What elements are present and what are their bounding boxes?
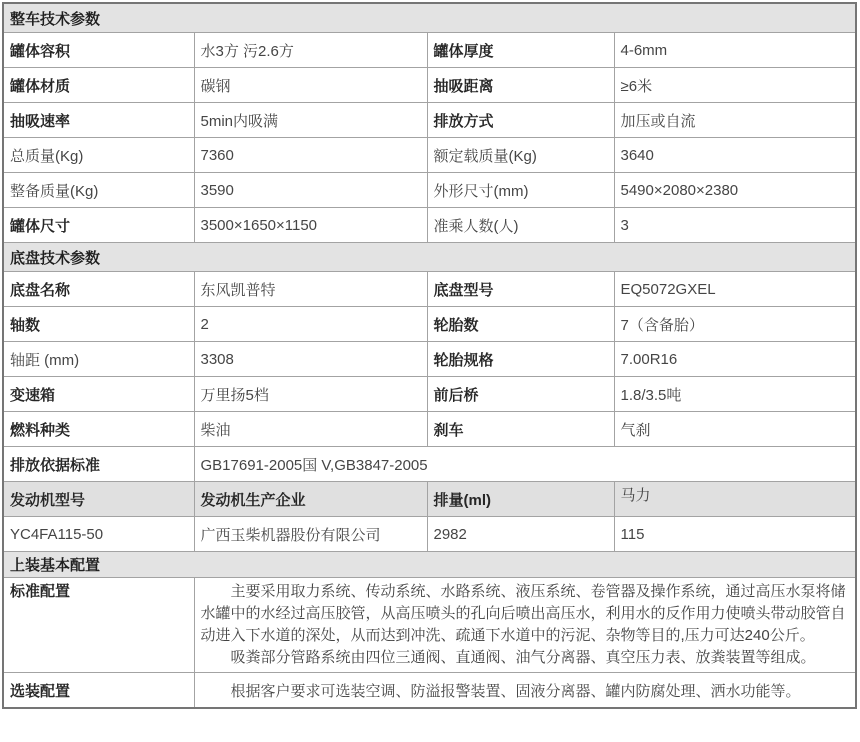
table-row [3,173,856,208]
spec-value: 7（含备胎） [614,307,856,342]
spec-value: 3500×1650×1150 [194,208,427,243]
section-header-chassis-params: 底盘技术参数 [3,243,856,272]
spec-value: 7.00R16 [614,342,856,377]
section-header-body-config: 上装基本配置 [3,552,856,578]
optional-config-text: 根据客户要求可选装空调、防溢报警装置、固液分离器、罐内防腐处理、洒水功能等。 [194,673,856,709]
spec-value: 广西玉柴机器股份有限公司 [194,517,427,552]
spec-label: 罐体厚度 [427,33,614,68]
table-row [3,377,856,412]
spec-value: 5min内吸满 [194,103,427,138]
engine-data-row [3,517,856,552]
engine-col-header: 发动机型号 [3,482,194,517]
spec-value: 柴油 [194,412,427,447]
spec-label: 标准配置 [3,578,194,673]
spec-label: 排放方式 [427,103,614,138]
spec-label: 轮胎规格 [427,342,614,377]
table-row [3,33,856,68]
table-row [3,342,856,377]
spec-value: 2982 [427,517,614,552]
spec-label: 前后桥 [427,377,614,412]
spec-value: 碳钢 [194,68,427,103]
spec-value: EQ5072GXEL [614,272,856,307]
table-row [3,208,856,243]
table-row [3,138,856,173]
spec-label: 外形尺寸(mm) [427,173,614,208]
spec-label: 抽吸速率 [3,103,194,138]
spec-label: 刹车 [427,412,614,447]
section-header-vehicle-params: 整车技术参数 [3,3,856,33]
spec-label: 罐体尺寸 [3,208,194,243]
engine-col-header: 马力 [614,482,856,517]
spec-value: 万里扬5档 [194,377,427,412]
spec-label: 轮胎数 [427,307,614,342]
spec-value: 4-6mm [614,33,856,68]
spec-value: YC4FA115-50 [3,517,194,552]
standard-config-row [3,578,856,673]
engine-col-header: 发动机生产企业 [194,482,427,517]
optional-config-row [3,673,856,709]
table-row [3,447,856,482]
standard-config-text [194,578,856,673]
spec-value: 3 [614,208,856,243]
spec-label: 排放依据标准 [3,447,194,482]
spec-label: 底盘型号 [427,272,614,307]
table-row [3,272,856,307]
vehicle-spec-table [2,2,857,709]
spec-label: 额定载质量(Kg) [427,138,614,173]
spec-value: 水3方 污2.6方 [194,33,427,68]
standard-config-paragraph-1: 主要采用取力系统、传动系统、水路系统、液压系统、卷管器及操作系统，通过高压水泵将储水罐中的水经过高压胶管，从高压喷头的孔向后喷出高压水，利用水的反作用力使喷头带动胶管自动进入下水道的深处，从而达到冲洗、疏通下水道中的污泥、杂物等目的,压力可达240公斤。 [200,583,846,644]
table-row [3,307,856,342]
table-row [3,68,856,103]
spec-label: 整备质量(Kg) [3,173,194,208]
standard-config-paragraph-2: 吸粪部分管路系统由四位三通阀、直通阀、油气分离器、真空压力表、放粪装置等组成。 [230,649,816,666]
spec-value: 5490×2080×2380 [614,173,856,208]
spec-label: 变速箱 [3,377,194,412]
spec-value: 2 [194,307,427,342]
spec-value: 气刹 [614,412,856,447]
spec-value: GB17691-2005国 V,GB3847-2005 [194,447,856,482]
spec-label: 燃料种类 [3,412,194,447]
spec-value: 东风凯普特 [194,272,427,307]
spec-label: 罐体材质 [3,68,194,103]
spec-value: 1.8/3.5吨 [614,377,856,412]
spec-value: 3640 [614,138,856,173]
spec-label: 准乘人数(人) [427,208,614,243]
spec-label: 罐体容积 [3,33,194,68]
spec-label: 轴距 (mm) [3,342,194,377]
engine-header-row [3,482,856,517]
spec-label: 轴数 [3,307,194,342]
spec-value: 115 [614,517,856,552]
spec-value: 3308 [194,342,427,377]
spec-value: 加压或自流 [614,103,856,138]
spec-value: 7360 [194,138,427,173]
spec-value: 3590 [194,173,427,208]
table-row [3,412,856,447]
spec-label: 总质量(Kg) [3,138,194,173]
engine-col-header: 排量(ml) [427,482,614,517]
spec-value: ≥6米 [614,68,856,103]
spec-label: 底盘名称 [3,272,194,307]
table-row [3,103,856,138]
spec-label: 选装配置 [3,673,194,709]
spec-label: 抽吸距离 [427,68,614,103]
